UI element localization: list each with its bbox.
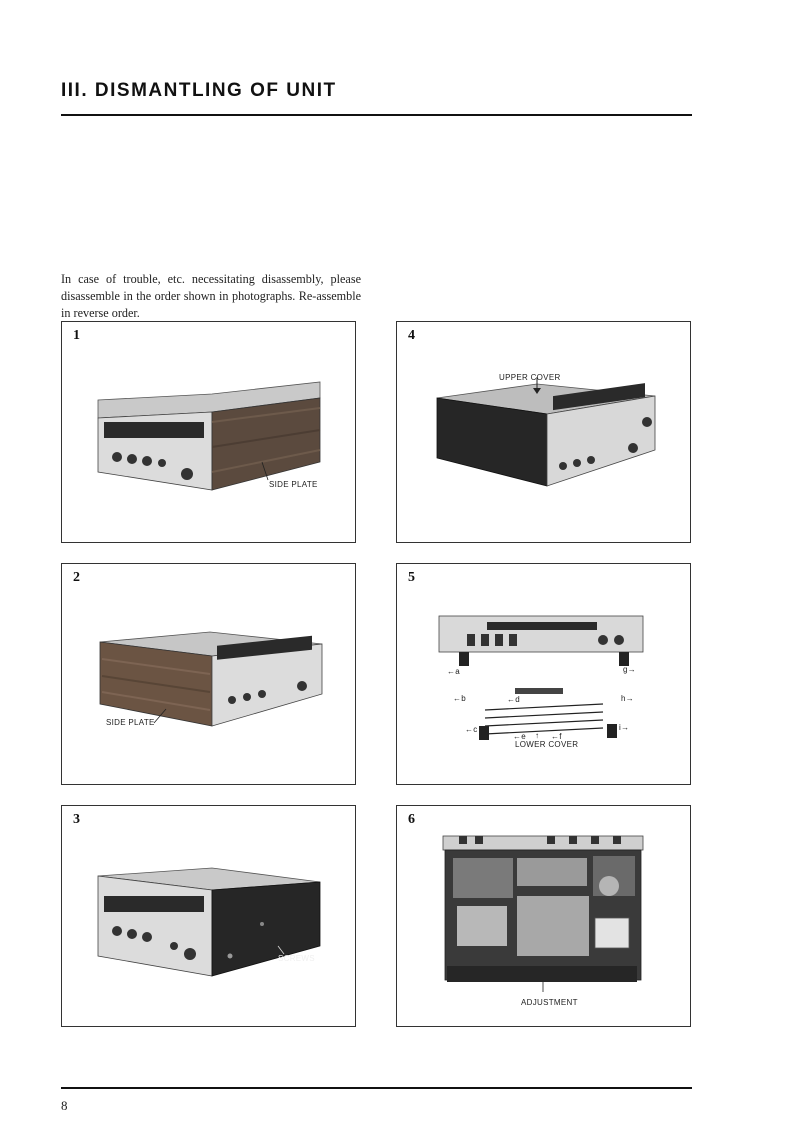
caption-label-f: ←f xyxy=(551,732,562,741)
panel-number: 6 xyxy=(408,812,415,827)
photo-panel-4 xyxy=(396,321,691,543)
caption-label-e: ←e xyxy=(513,732,527,741)
caption-side-plate: SIDE PLATE xyxy=(269,480,318,489)
photo-receiver-internals xyxy=(397,806,690,1026)
arrow-up-icon: ↑ xyxy=(535,731,540,740)
caption-label-d: ←d xyxy=(507,695,521,704)
caption-label-i: i→ xyxy=(619,723,630,732)
caption-label-g: g→ xyxy=(623,665,637,674)
caption-adjustment: ADJUSTMENT xyxy=(521,998,578,1007)
caption-label-h: h→ xyxy=(621,694,635,703)
photo-panel-2 xyxy=(61,563,356,785)
caption-label-a: ←a xyxy=(447,667,461,676)
caption-upper-cover: UPPER COVER xyxy=(499,373,561,382)
photo-receiver-lower-cover xyxy=(397,564,690,784)
page-number: 8 xyxy=(61,1098,68,1113)
panel-number: 3 xyxy=(73,812,80,827)
caption-screws: SCREWS xyxy=(278,954,315,963)
footer-rule xyxy=(61,1087,692,1089)
photo-receiver-upper-cover xyxy=(397,322,690,542)
panel-number: 4 xyxy=(408,328,415,343)
panel-number: 5 xyxy=(408,570,415,585)
photo-receiver-front-left xyxy=(62,322,355,542)
caption-lower-cover: LOWER COVER xyxy=(515,740,579,749)
header-rule xyxy=(61,114,692,116)
photo-panel-6 xyxy=(396,805,691,1027)
section-heading: III. DISMANTLING OF UNIT xyxy=(61,80,337,101)
panel-number: 2 xyxy=(73,570,80,585)
caption-label-c: ←c xyxy=(465,725,478,734)
intro-paragraph: In case of trouble, etc. necessitating disassembly, please disassemble in the order shown in photographs. Re-assemble in reverse order. xyxy=(61,272,361,321)
photo-panel-3 xyxy=(61,805,356,1027)
caption-side-plate: SIDE PLATE xyxy=(106,718,155,727)
caption-label-b: ←b xyxy=(453,694,467,703)
photo-panel-1 xyxy=(61,321,356,543)
photo-receiver-screws xyxy=(62,806,355,1026)
photo-receiver-left-side xyxy=(62,564,355,784)
photo-panel-5 xyxy=(396,563,691,785)
panel-number: 1 xyxy=(73,328,80,343)
